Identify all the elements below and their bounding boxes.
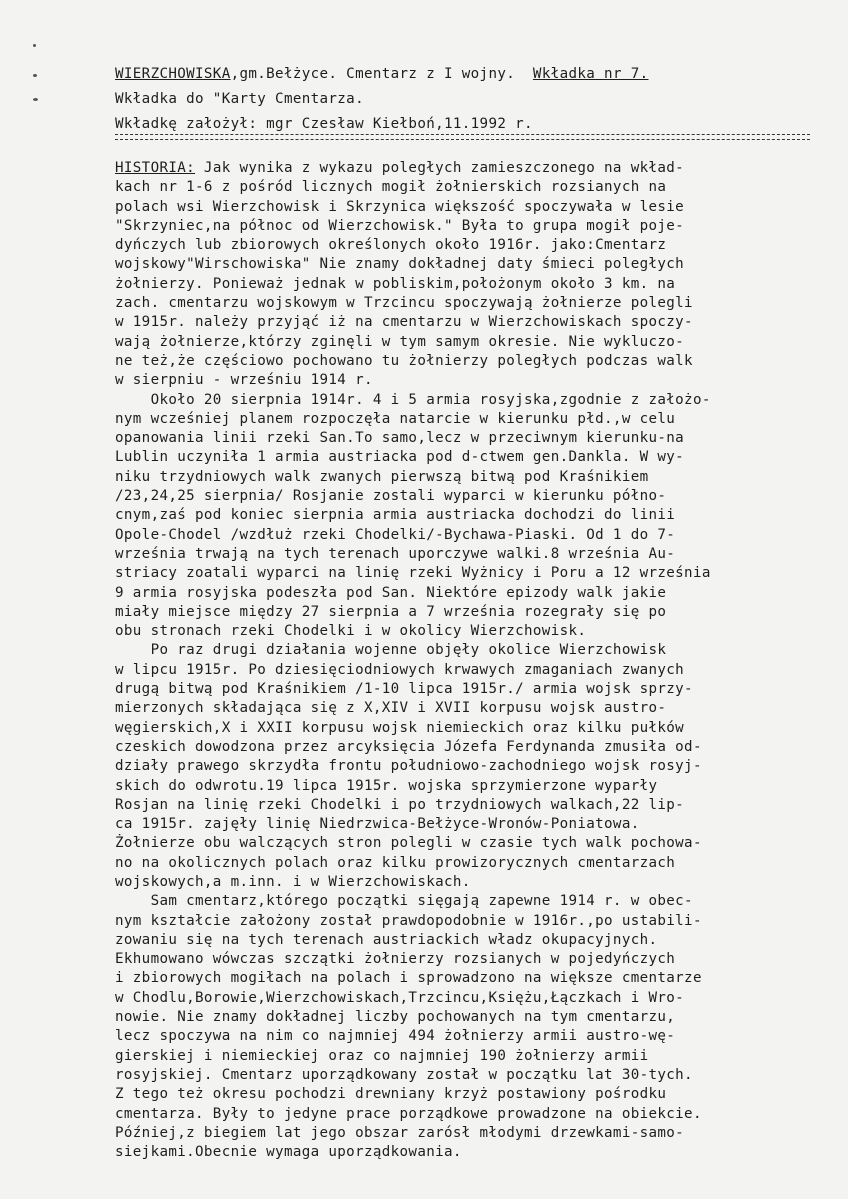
author-line: Wkładkę założył: mgr Czesław Kiełboń,11.1992 r. xyxy=(115,116,533,132)
text-line: cmentarza. Były to jedyne prace porządkowe prowadzone na obiekcie. xyxy=(115,1105,702,1122)
text-line: wojskowych,a m.inn. i w Wierzchowiskach. xyxy=(115,873,471,890)
text-line: Około 20 sierpnia 1914r. 4 i 5 armia rosyjska,zgodnie z założo- xyxy=(115,391,711,408)
text-line: kach nr 1-6 z pośród licznych mogił żołnierskich rozsianych na xyxy=(115,179,667,196)
text-line: opanowania linii rzeki San.To samo,lecz w przeciwnym kierunku-na xyxy=(115,430,685,447)
text-line: węgierskich,X i XXII korpusu wojsk niemieckich oraz kilku pułków xyxy=(115,719,685,736)
text-line: niku trzydniowych walk zwanych pierwszą bitwą pod Kraśnikiem xyxy=(115,468,649,485)
paragraph-3 xyxy=(115,641,815,892)
text-line: żołnierzy. Ponieważ jednak w pobliskim,położonym około 3 km. na xyxy=(115,275,676,292)
dashed-separator xyxy=(115,134,810,135)
text-line: "Skrzyniec,na północ od Wierzchowisk." Była to grupa mogił poje- xyxy=(115,217,685,234)
text-line: Po raz drugi działania wojenne objęły okolice Wierzchowisk xyxy=(115,642,667,659)
paragraph-4 xyxy=(115,892,815,1162)
text-line: Ekhumowano wówczas szczątki żołnierzy rozsianych w pojedyńczych xyxy=(115,951,676,968)
text-line: ca 1915r. zajęły linię Niedrzwica-Bełżyce-Wronów-Poniatowa. xyxy=(115,816,640,833)
text-line: zowaniu się na tych terenach austriackich władz okupacyjnych. xyxy=(115,931,658,948)
history-section xyxy=(115,159,815,1162)
paragraph-1 xyxy=(115,178,815,390)
paragraph-2 xyxy=(115,391,815,642)
text-line: w sierpniu - wrześniu 1914 r. xyxy=(115,372,373,389)
text-line: zach. cmentarzu wojskowym w Trzcincu spoczywają żołnierze polegli xyxy=(115,295,693,312)
document-header xyxy=(115,62,815,137)
text-line: nym wcześniej planem rozpoczęła natarcie w kierunku płd.,w celu xyxy=(115,410,676,427)
text-line: w lipcu 1915r. Po dziesięciodniowych krwawych zmaganiach zwanych xyxy=(115,661,685,678)
text-line: w 1915r. należy przyjąć iż na cmentarzu w Wierzchowiskach spoczy- xyxy=(115,314,693,331)
text-line: i zbiorowych mogiłach na polach i sprowadzono na większe cmentarze xyxy=(115,970,702,987)
text-line: w Chodlu,Borowie,Wierzchowiskach,Trzcincu,Księżu,Łączkach i Wro- xyxy=(115,989,685,1006)
text-line: gierskiej i niemieckiej oraz co najmniej 190 żołnierzy armii xyxy=(115,1047,649,1064)
margin-dot xyxy=(33,44,36,47)
text-line: września trwają na tych terenach uporczywe walki.8 września Au- xyxy=(115,545,676,562)
text-line: czeskich dowodzona przez arcyksięcia Józefa Ferdynanda zmusiła od- xyxy=(115,738,702,755)
text-line: nym kształcie założony został prawdopodobnie w 1916r.,po ustabili- xyxy=(115,912,702,929)
text-line: lecz spoczywa na nim co najmniej 494 żołnierzy armii austro-wę- xyxy=(115,1028,676,1045)
text-line: mierzonych składająca się z X,XIV i XVII korpusu wojsk austro- xyxy=(115,700,667,717)
text-line: /23,24,25 sierpnia/ Rosjanie zostali wyparci w kierunku półno- xyxy=(115,488,667,505)
text-line: miały miejsce między 27 sierpnia a 7 września rozegrały się po xyxy=(115,603,667,620)
text-line: 9 armia rosyjska podeszła pod San. Niektóre epizody walk jakie xyxy=(115,584,667,601)
text-line: działy prawego skrzydła frontu południowo-zachodniego wojsk rosyj- xyxy=(115,758,702,775)
text-line: wojskowy"Wirschowiska" Nie znamy dokładnej daty śmieci poległych xyxy=(115,256,685,273)
margin-dot xyxy=(33,74,37,77)
history-first-line xyxy=(115,159,815,178)
insert-label: Wkładka nr 7. xyxy=(532,66,649,82)
place-name: WIERZCHOWISKA xyxy=(115,66,231,82)
text-line: skich do odwrotu.19 lipca 1915r. wojska sprzymierzone wyparły xyxy=(115,777,658,794)
margin-dot xyxy=(33,98,38,101)
text-line: Sam cmentarz,którego początki sięgają zapewne 1914 r. w obec- xyxy=(115,893,693,910)
text-line: Żołnierze obu walczących stron polegli w czasie tych walk pochowa- xyxy=(115,835,702,852)
text-line: nowie. Nie znamy dokładnej liczby pochowanych na tym cmentarzu, xyxy=(115,1009,676,1026)
text-line: Opole-Chodel /wzdłuż rzeki Chodelki/-Bychawa-Piaski. Od 1 do 7- xyxy=(115,526,676,543)
text-line: siejkami.Obecnie wymaga uporządkowania. xyxy=(115,1144,462,1161)
text-line: obu stronach rzeki Chodelki i w okolicy Wierzchowisk. xyxy=(115,623,587,640)
text-line: Lublin uczyniła 1 armia austriacka pod d-ctwem gen.Dankla. W wy- xyxy=(115,449,685,466)
text-line: polach wsi Wierzchowisk i Skrzynica większość spoczywała w lesie xyxy=(115,198,685,215)
title-line xyxy=(115,62,815,87)
history-first-line-text: Jak wynika z wykazu poległych zamieszczonego na wkład- xyxy=(195,160,685,176)
text-line: Później,z biegiem lat jego obszar zarósł młodymi drzewkami-samo- xyxy=(115,1124,685,1141)
title-rest: ,gm.Bełżyce. Cmentarz z I wojny. xyxy=(230,66,516,82)
dashed-separator xyxy=(115,139,810,140)
text-line: Z tego też okresu pochodzi drewniany krzyż postawiony pośrodku xyxy=(115,1086,667,1103)
text-line: striacy zoatali wyparci na linię rzeki Wyżnicy i Poru a 12 września xyxy=(115,565,711,582)
text-line: no na okolicznych polach oraz kilku prowizorycznych cmentarzach xyxy=(115,854,676,871)
text-line: drugą bitwą pod Kraśnikiem /1-10 lipca 1915r./ armia wojsk sprzy- xyxy=(115,681,693,698)
history-heading: HISTORIA: xyxy=(115,160,196,176)
text-line: rosyjskiej. Cmentarz uporządkowany został w początku lat 30-tych. xyxy=(115,1066,693,1083)
text-line: dyńczych lub zbiorowych określonych około 1916r. jako:Cmentarz xyxy=(115,237,667,254)
text-line: cnym,zaś pod koniec sierpnia armia austriacka dochodzi do linii xyxy=(115,507,676,524)
text-line: ne też,że częściowo pochowano tu żołnierzy poległych podczas walk xyxy=(115,352,693,369)
subtitle-line: Wkładka do "Karty Cmentarza. xyxy=(115,91,364,107)
text-line: wają żołnierze,którzy zginęli w tym samym okresie. Nie wykluczo- xyxy=(115,333,685,350)
text-line: Rosjan na linię rzeki Chodelki i po trzydniowych walkach,22 lip- xyxy=(115,796,685,813)
